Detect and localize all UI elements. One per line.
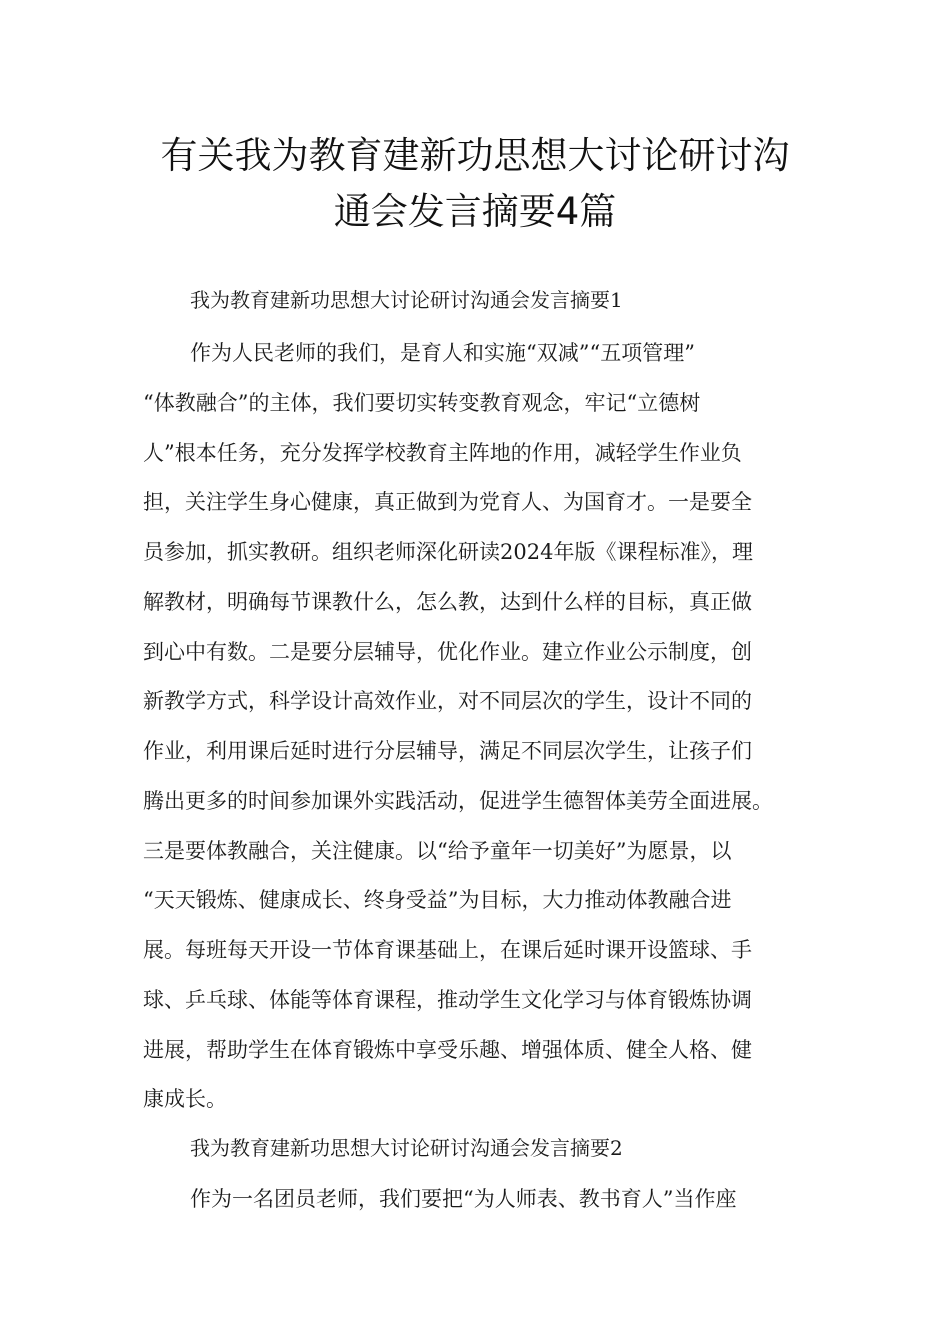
paragraph-line: 三是要体教融合，关注健康。以“给予童年一切美好”为愿景，以 (143, 838, 732, 863)
paragraph-line: 人”根本任务，充分发挥学校教育主阵地的作用，减轻学生作业负 (143, 440, 742, 465)
paragraph-line: 展。每班每天开设一节体育课基础上，在课后延时课开设篮球、手 (143, 938, 752, 962)
paragraph-line: 担，关注学生身心健康，真正做到为党育人、为国育才。一是要全 (143, 490, 752, 515)
paragraph-line: 新教学方式，科学设计高效作业，对不同层次的学生，设计不同的 (143, 689, 752, 714)
paragraph-line: 作业，利用课后延时进行分层辅导，满足不同层次学生，让孩子们 (143, 739, 752, 763)
paragraph-line: “体教融合”的主体，我们要切实转变教育观念，牢记“立德树 (143, 390, 701, 415)
paragraph-line: 作为一名团员老师，我们要把“为人师表、教书育人”当作座 (190, 1187, 737, 1211)
paragraph-line: 进展，帮助学生在体育锻炼中享受乐趣、增强体质、健全人格、健 (143, 1037, 752, 1062)
paragraph-line: 解教材，明确每节课教什么，怎么教，达到什么样的目标，真正做 (143, 589, 752, 614)
section-heading-1: 我为教育建新功思想大讨论研讨沟通会发言摘要1 (190, 288, 623, 312)
section-1-paragraph (143, 338, 843, 1134)
paragraph-line: 腾出更多的时间参加课外实践活动，促进学生德智体美劳全面进展。 (143, 788, 773, 813)
paragraph-line: 到心中有数。二是要分层辅导，优化作业。建立作业公示制度，创 (143, 639, 752, 664)
paragraph-line: 球、乒乓球、体能等体育课程，推动学生文化学习与体育锻炼协调 (143, 987, 752, 1012)
document-title (100, 128, 850, 240)
paragraph-line: “天天锻炼、健康成长、终身受益”为目标，大力推动体教融合进 (143, 888, 732, 913)
paragraph-line: 康成长。 (143, 1087, 227, 1112)
title-line-1: 有关我为教育建新功思想大讨论研讨沟 (160, 134, 790, 177)
paragraph-line: 员参加，抓实教研。组织老师深化研读2024年版《课程标准》，理 (143, 540, 753, 564)
section-heading-2: 我为教育建新功思想大讨论研讨沟通会发言摘要2 (190, 1136, 623, 1160)
title-line-2: 通会发言摘要4篇 (333, 190, 617, 233)
section-2-paragraph (143, 1184, 843, 1234)
paragraph-line: 作为人民老师的我们，是育人和实施“双减”“五项管理” (190, 341, 695, 365)
